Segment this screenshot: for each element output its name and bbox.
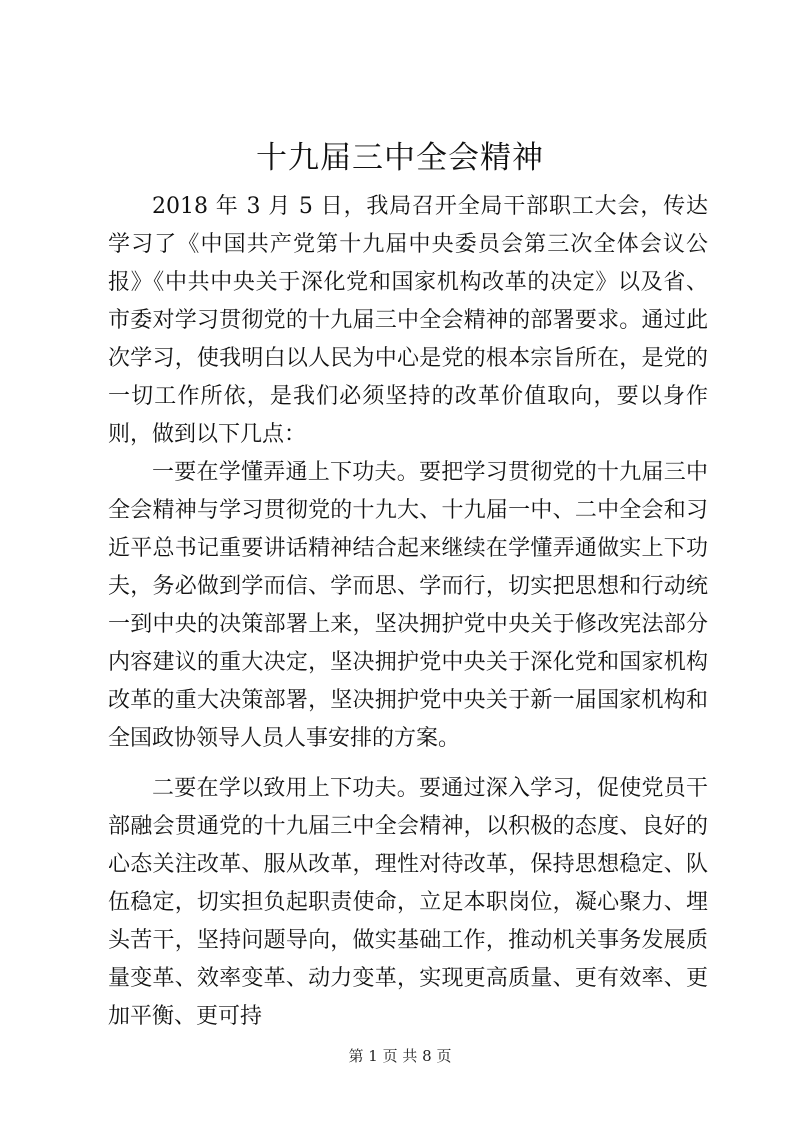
paragraph-point-two: 二要在学以致用上下功夫。要通过深入学习，促使党员干部融会贯通党的十九届三中全会精神，以积极的态度、良好的心态关注改革、服从改革，理性对待改革，保持思想稳定、队伍稳定，切实担负起职责使命，立足本职岗位，凝心聚力、埋头苦干，坚持问题导向，做实基础工作，推动机关事务发展质量变革、效率变革、动力变革，实现更高质量、更有效率、更加平衡、更可持: [108, 776, 708, 1029]
document-title: 十九届三中全会精神: [256, 140, 544, 176]
paragraph-intro: 2018 年 3 月 5 日，我局召开全局干部职工大会，传达学习了《中国共产党第十九届中央委员会第三次全体会议公报》《中共中央关于深化党和国家机构改革的决定》以及省、市委对学习贯彻党的十九届三中全会精神的部署要求。通过此次学习，使我明白以人民为中心是党的根本宗旨所在，是党的一切工作所依，是我们必须坚持的改革价值取向，要以身作则，做到以下几点：: [108, 194, 708, 447]
document-body: [108, 188, 708, 1036]
paragraph-point-one: 一要在学懂弄通上下功夫。要把学习贯彻党的十九届三中全会精神与学习贯彻党的十九大、十九届一中、二中全会和习近平总书记重要讲话精神结合起来继续在学懂弄通做实上下功夫，务必做到学而信、学而思、学而行，切实把思想和行动统一到中央的决策部署上来，坚决拥护党中央关于修改宪法部分内容建议的重大决定，坚决拥护党中央关于深化党和国家机构改革的重大决策部署，坚决拥护党中央关于新一届国家机构和全国政协领导人员人事安排的方案。: [108, 460, 708, 751]
page-number-footer: 第 1 页 共 8 页: [348, 1047, 452, 1065]
